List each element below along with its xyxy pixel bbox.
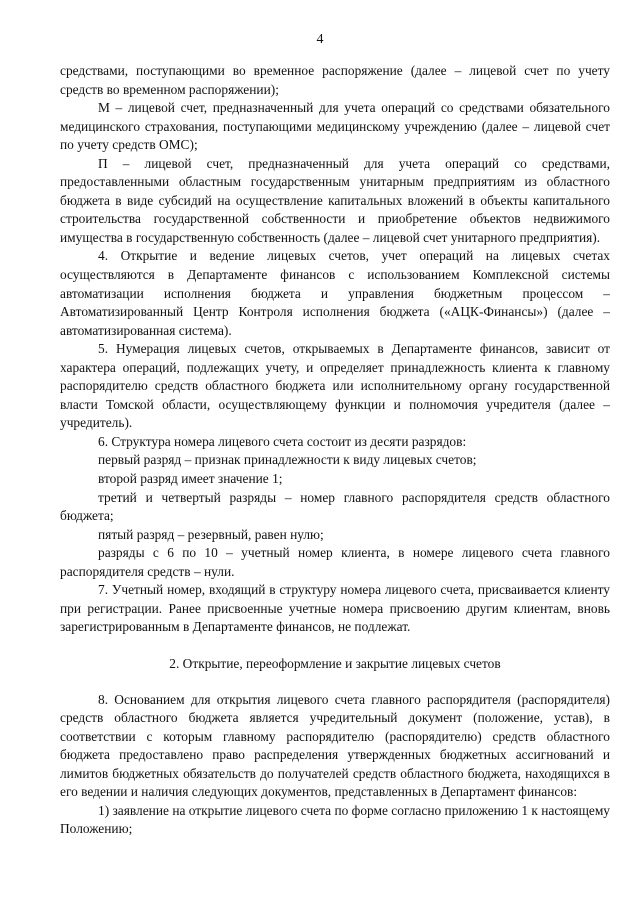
paragraph: разряды с 6 по 10 – учетный номер клиента, в номере лицевого счета главного распорядителя средств – нули. [60,545,610,579]
paragraph: первый разряд – признак принадлежности к виду лицевых счетов; [98,452,477,468]
paragraph: средствами, поступающими во временное распоряжение (далее – лицевой счет по учету средств во временном распоряжении); [60,63,610,97]
paragraph: 8. Основанием для открытия лицевого счета главного распорядителя (распорядителя) средств областного бюджета является учредительный документ (положение, устав), в соответствии с которым главному распорядителю (распорядителю) средств областного бюджета предоставлено право распределения утвержденных бюджетных ассигнований и лимитов бюджетных обязательств до получателей средств областного бюджета, находящихся в его ведении и наличия следующих документов, представленных в Департамент финансов: [60,691,610,800]
page-number: 4 [316,32,324,47]
section-heading: 2. Открытие, переоформление и закрытие лицевых счетов [169,655,501,671]
document-body [60,62,610,839]
paragraph: второй разряд имеет значение 1; [98,471,283,487]
paragraph: 6. Структура номера лицевого счета состоит из десяти разрядов: [98,433,467,449]
paragraph: 4. Открытие и ведение лицевых счетов, учет операций на лицевых счетах осуществляются в Департаменте финансов с использованием Комплексной системы автоматизации исполнения бюджета и управления бюджетным процессом – Автоматизированный Центр Контроля исполнения бюджета («АЦК-Финансы») (далее – автоматизированная система). [60,248,610,338]
paragraph: М – лицевой счет, предназначенный для учета операций со средствами обязательного медицинского страхования, поступающими медицинскому учреждению (далее – лицевой счет по учету средств ОМС); [60,100,610,153]
paragraph: 1) заявление на открытие лицевого счета по форме согласно приложению 1 к настоящему Положению; [60,802,610,837]
paragraph: третий и четвертый разряды – номер главного распорядителя средств областного бюджета; [60,489,610,524]
paragraph: пятый разряд – резервный, равен нулю; [98,526,324,542]
paragraph: 7. Учетный номер, входящий в структуру номера лицевого счета, присваивается клиенту при регистрации. Ранее присвоенные учетные номера присвоению другим клиентам, вновь зарегистрированным в Департаменте финансов, не подлежат. [60,582,610,635]
paragraph: 5. Нумерация лицевых счетов, открываемых в Департаменте финансов, зависит от характера операций, подлежащих учету, и определяет принадлежность клиента к главному распорядителю средств областного бюджета или исполнительному органу государственной власти Томской области, осуществляющему функции и полномочия учредителя (далее – учредитель). [60,341,610,431]
paragraph: П – лицевой счет, предназначенный для учета операций со средствами, предоставленными областным государственным унитарным предприятиям из областного бюджета в виде субсидий на осуществление капитальных вложений в объекты капитального строительства государственной собственности и приобретение объектов недвижимого имущества в государственную собственность (далее – лицевой счет унитарного предприятия). [60,155,610,245]
